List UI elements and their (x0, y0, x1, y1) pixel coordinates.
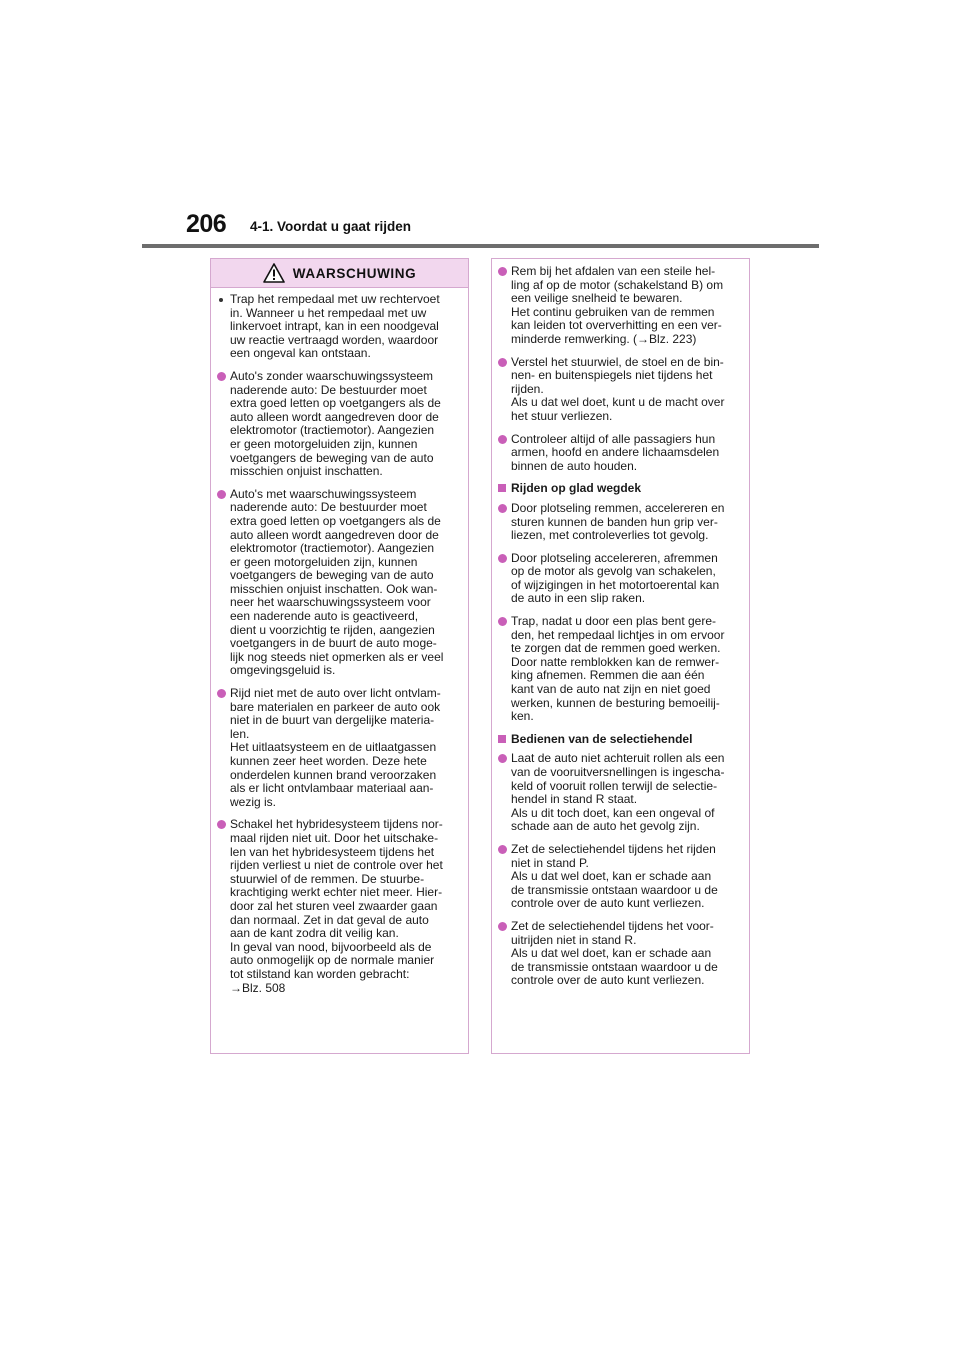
text-line: liezen, met controleverlies tot gevolg. (511, 528, 709, 543)
text-line: Door plotseling accelereren, afremmen (511, 550, 718, 565)
text-line: dient u voorzichtig te rijden, aangezien (230, 622, 435, 637)
text-line: auto onmogelijk op de normale manier (230, 953, 435, 968)
text-line: Rijden op glad wegdek (511, 481, 642, 496)
list-item (217, 293, 460, 361)
text-line: er geen motorgeluiden zijn, kunnen (230, 436, 418, 451)
bullet-circle-icon (498, 617, 507, 626)
section-title: 4-1. Voordat u gaat rijden (250, 219, 412, 234)
text-line: auto alleen wordt aangedreven door de (230, 409, 439, 424)
text-line: kan leiden tot oververhitting en een ver- (511, 318, 722, 333)
text-line: controle over de auto kunt verliezen. (511, 973, 705, 988)
text-line: auto alleen wordt aangedreven door de (230, 527, 439, 542)
text-line: Zet de selectiehendel tijdens het voor- (511, 918, 714, 933)
text-line: aan de kant zodra dit veilig kan. (230, 926, 399, 941)
text-line: naderende auto: De bestuurder moet (230, 500, 427, 515)
subheading (498, 733, 741, 747)
text-line: lijk nog steeds niet opmerken als er veel (230, 649, 444, 664)
list-item (498, 502, 741, 543)
text-line: hendel in stand R staat. (511, 792, 638, 807)
text-line: schade aan de auto het gevolg zijn. (511, 819, 700, 834)
text-line: Als u dit toch doet, kan een ongeval of (511, 805, 715, 820)
text-line: Schakel het hybridesysteem tijdens nor- (230, 817, 443, 832)
bullet-icon (219, 298, 223, 302)
text-line: elektromotor (tractiemotor). Aangezien (230, 423, 435, 438)
list-item (498, 920, 741, 988)
text-line: Controleer altijd of alle passagiers hun (511, 431, 716, 446)
text-line: Het uitlaatsysteem en de uitlaatgassen (230, 740, 437, 755)
text-line: In geval van nood, bijvoorbeeld als de (230, 939, 432, 954)
text-line: een veilige snelheid te bewaren. (511, 291, 683, 306)
text-line: door zal het sturen veel zwaarder gaan (230, 898, 438, 913)
warning-triangle-icon (263, 263, 285, 283)
text-line: linkervoet intrapt, kan in een noodgeval (230, 319, 439, 334)
list-item (217, 687, 460, 809)
text-line: een ongeval kan ontstaan. (230, 346, 371, 361)
square-marker-icon (498, 484, 506, 492)
bullet-circle-icon (217, 490, 226, 499)
warning-box (210, 258, 469, 1054)
list-item (498, 265, 741, 347)
text-line: Verstel het stuurwiel, de stoel en de bin- (511, 354, 724, 369)
text-line: stuurwiel of de remmen. De stuurbe- (230, 871, 425, 886)
page-number: 206 (186, 210, 227, 238)
text-line: Rijd niet met de auto over licht ontvlam- (230, 686, 441, 701)
text-line: ling af op de motor (schakelstand B) om (511, 277, 724, 292)
bullet-circle-icon (498, 358, 507, 367)
text-line: nen- en buitenspiegels niet tijdens het (511, 368, 713, 383)
bullet-circle-icon (217, 689, 226, 698)
text-line: →Blz. 508 (230, 980, 286, 995)
text-line: voetgangers de beweging van de auto (230, 450, 434, 465)
warning-content-continued (492, 259, 749, 988)
warning-header (211, 259, 468, 288)
text-line: een naderende auto is geactiveerd, (230, 609, 419, 624)
list-item (498, 552, 741, 606)
text-line: Als u dat wel doet, kan er schade aan (511, 869, 712, 884)
list-item (217, 370, 460, 479)
text-line: de transmissie ontstaan waardoor u de (511, 882, 718, 897)
text-line: binnen de auto houden. (511, 458, 638, 473)
text-line: Laat de auto niet achteruit rollen als een (511, 751, 725, 766)
list-item (498, 433, 741, 474)
bullet-circle-icon (498, 554, 507, 563)
text-line: uw reactie vertraagd worden, waardoor (230, 332, 439, 347)
bullet-circle-icon (217, 372, 226, 381)
page-header (186, 210, 826, 246)
list-item (498, 356, 741, 424)
bullet-circle-icon (498, 504, 507, 513)
text-line: niet in stand P. (511, 855, 589, 870)
text-line: of wijzigingen in het motortoerental kan (511, 577, 720, 592)
text-line: werken, kunnen de besturing bemoeilij- (511, 695, 720, 710)
text-line: kunnen zeer heet worden. Deze hete (230, 754, 427, 768)
text-line: Als u dat wel doet, kunt u de macht over (511, 395, 725, 410)
text-line: len. (230, 726, 250, 741)
subheading (498, 482, 741, 496)
bullet-circle-icon (217, 820, 226, 829)
text-line: voetgangers in de buurt de auto moge- (230, 636, 437, 651)
warning-box-continued (491, 258, 750, 1054)
text-line: dan normaal. Zet in dat geval de auto (230, 912, 429, 927)
text-line: Zet de selectiehendel tijdens het rijden (511, 841, 716, 856)
text-line: Door plotseling remmen, accelereren en (511, 500, 725, 515)
text-line: elektromotor (tractiemotor). Aangezien (230, 541, 435, 556)
text-line: kant van de auto nat zijn en niet goed (511, 682, 711, 697)
text-line: het stuur verliezen. (511, 408, 613, 423)
list-item (217, 488, 460, 678)
text-line: Als u dat wel doet, kan er schade aan (511, 946, 712, 961)
text-line: krachtiging werkt echter niet meer. Hier- (230, 885, 443, 900)
bullet-circle-icon (498, 922, 507, 931)
text-line: onderdelen kunnen brand veroorzaken (230, 767, 437, 782)
warning-content (211, 288, 468, 995)
square-marker-icon (498, 735, 506, 743)
list-item (217, 818, 460, 995)
text-line: er geen motorgeluiden zijn, kunnen (230, 554, 418, 569)
text-line: neer het waarschuwingssysteem voor (230, 595, 431, 610)
text-line: op de motor als gevolg van schakelen, (511, 564, 716, 579)
list-item (498, 752, 741, 834)
text-line: rijden verliest u niet de controle over het (230, 858, 443, 873)
text-line: armen, hoofd en andere lichaamsdelen (511, 445, 720, 460)
text-line: als er licht ontvlambaar materiaal aan- (230, 781, 434, 796)
list-item (498, 615, 741, 724)
text-line: den, het rempedaal lichtjes in om ervoor (511, 627, 725, 642)
text-line: Bedienen van de selectiehendel (511, 731, 693, 746)
bullet-circle-icon (498, 435, 507, 444)
text-line: Trap, nadat u door een plas bent gere- (511, 614, 717, 629)
text-line: ken. (511, 709, 534, 724)
text-line: sturen kunnen de banden hun grip ver- (511, 514, 718, 529)
text-line: naderende auto: De bestuurder moet (230, 382, 427, 397)
text-line: Auto's met waarschuwingssysteem (230, 486, 417, 501)
text-line: controle over de auto kunt verliezen. (511, 896, 705, 911)
text-line: keld of vooruit rollen terwijl de selectie- (511, 778, 718, 793)
bullet-circle-icon (498, 267, 507, 276)
text-line: rijden. (511, 381, 544, 396)
text-line: Auto's zonder waarschuwingssysteem (230, 368, 434, 383)
text-line: niet in de buurt van dergelijke materia- (230, 713, 435, 728)
text-line: misschien onjuist inschatten. (230, 464, 383, 479)
bullet-circle-icon (498, 845, 507, 854)
text-line: bare materialen en parkeer de auto ook (230, 699, 441, 714)
text-line: Door natte remblokken kan de remwer- (511, 654, 720, 669)
header-rule (142, 244, 819, 248)
text-line: Het continu gebruiken van de remmen (511, 304, 715, 319)
text-line: wezig is. (230, 794, 277, 809)
text-line: Rem bij het afdalen van een steile hel- (511, 264, 716, 278)
text-line: Trap het rempedaal met uw rechtervoet (230, 292, 440, 306)
text-line: in. Wanneer u het rempedaal met uw (230, 305, 427, 320)
text-line: extra goed letten op voetgangers als de (230, 396, 441, 411)
text-line: te zorgen dat de remmen goed werken. (511, 641, 721, 656)
text-line: de transmissie ontstaan waardoor u de (511, 959, 718, 974)
text-line: minderde remwerking. (→Blz. 223) (511, 331, 697, 346)
text-line: king afnemen. Remmen die aan één (511, 668, 705, 683)
warning-title: WAARSCHUWING (292, 265, 417, 281)
text-line: omgevingsgeluid is. (230, 663, 336, 678)
text-line: de auto in een slip raken. (511, 591, 646, 606)
bullet-circle-icon (498, 754, 507, 763)
text-line: maal rijden niet uit. Door het uitschake- (230, 830, 439, 845)
text-line: van de vooruitversnellingen is ingescha- (511, 765, 725, 779)
list-item (498, 843, 741, 911)
text-line: tot stilstand kan worden gebracht: (230, 966, 410, 981)
text-line: len van het hybridesysteem tijdens het (230, 844, 435, 859)
text-line: voetgangers de beweging van de auto (230, 568, 434, 583)
text-line: misschien onjuist inschatten. Ook wan- (230, 581, 438, 596)
text-line: uitrijden niet in stand R. (511, 932, 637, 947)
text-line: extra goed letten op voetgangers als de (230, 513, 441, 528)
